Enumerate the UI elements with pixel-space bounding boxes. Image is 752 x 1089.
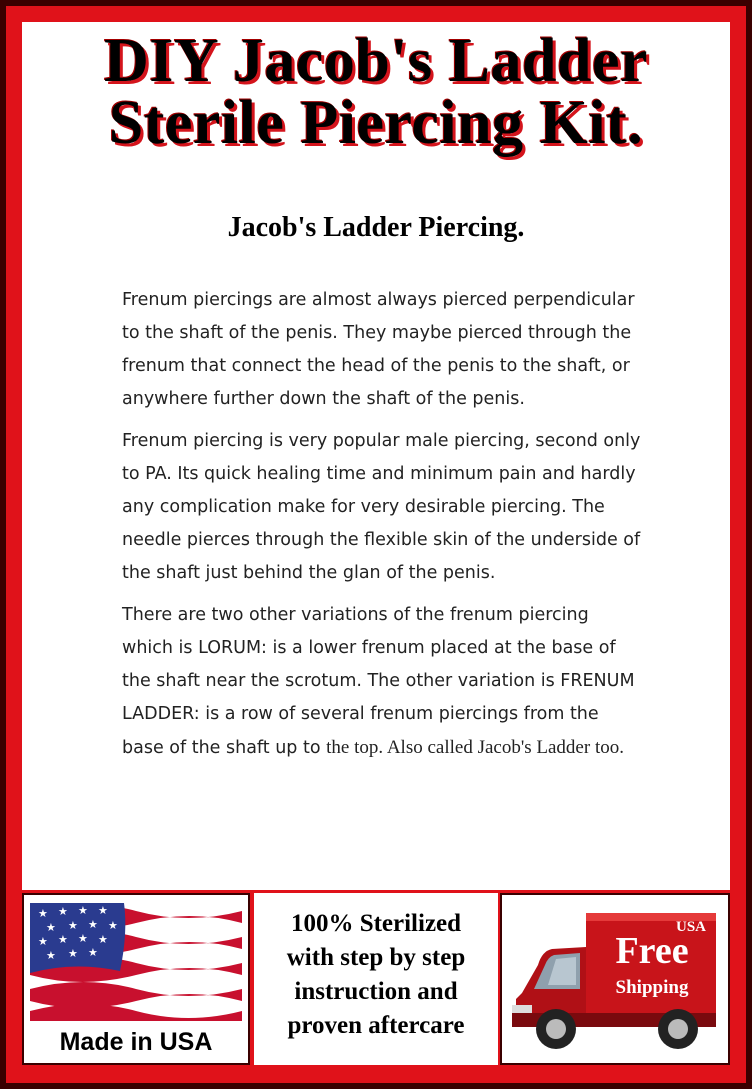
paragraph-3 — [122, 599, 642, 765]
sterile-line-2: with step by step — [286, 944, 466, 971]
svg-text:★: ★ — [98, 904, 108, 917]
svg-text:★: ★ — [88, 946, 98, 959]
shipping-label: Shipping — [615, 977, 689, 998]
svg-text:★: ★ — [58, 933, 68, 946]
svg-text:★: ★ — [38, 935, 48, 948]
title-line-1: DIY Jacob's Ladder — [103, 27, 649, 95]
svg-text:★: ★ — [78, 932, 88, 945]
svg-text:★: ★ — [78, 904, 88, 917]
main-panel — [22, 22, 730, 890]
free-shipping-badge — [500, 893, 730, 1065]
free-label: Free — [615, 930, 689, 972]
svg-text:★: ★ — [68, 947, 78, 960]
subtitle: Jacob's Ladder Piercing. — [227, 212, 525, 243]
badge-row — [22, 893, 730, 1067]
svg-text:★: ★ — [46, 921, 56, 934]
svg-text:★: ★ — [108, 919, 118, 932]
sterilized-text — [254, 907, 498, 1043]
svg-text:★: ★ — [38, 907, 48, 920]
svg-text:★: ★ — [58, 905, 68, 918]
sterilized-note — [254, 893, 498, 1065]
free-shipping-text — [590, 915, 714, 1011]
paragraph-3-tail: the top. Also called Jacob's Ladder too. — [326, 737, 624, 758]
sterile-line-1: 100% Sterilized — [290, 910, 462, 937]
usa-label: USA — [675, 919, 706, 935]
description — [122, 284, 642, 774]
sterile-line-3: instruction and — [294, 978, 458, 1005]
title-line-2: Sterile Piercing Kit. — [108, 89, 644, 157]
svg-text:★: ★ — [46, 949, 56, 962]
made-in-usa-badge — [22, 893, 250, 1065]
paragraph-3-text: There are two other variations of the frenum piercing which is LORUM: is a lower frenum placed at the base of the shaft near the scrotum. The other variation is FRENUM LADDER: is a row of several frenum piercings from the base of the shaft up to — [122, 605, 635, 758]
svg-text:★: ★ — [88, 918, 98, 931]
page-title — [22, 27, 730, 157]
svg-text:★: ★ — [98, 933, 108, 946]
us-flag-icon — [24, 897, 248, 1027]
paragraph-2: Frenum piercing is very popular male piercing, second only to PA. Its quick healing time and minimum pain and hardly any complication make for very desirable piercing. The needle pierces through the flexible skin of the underside of the shaft just behind the glan of the penis. — [122, 431, 641, 583]
sterile-line-4: proven aftercare — [287, 1012, 465, 1039]
svg-text:★: ★ — [68, 919, 78, 932]
paragraph-1: Frenum piercings are almost always pierced perpendicular to the shaft of the penis. They maybe pierced through the frenum that connect the head of the penis to the shaft, or anywhere further down the shaft of the penis. — [122, 290, 635, 409]
made-in-usa-label: Made in USA — [59, 1028, 213, 1056]
